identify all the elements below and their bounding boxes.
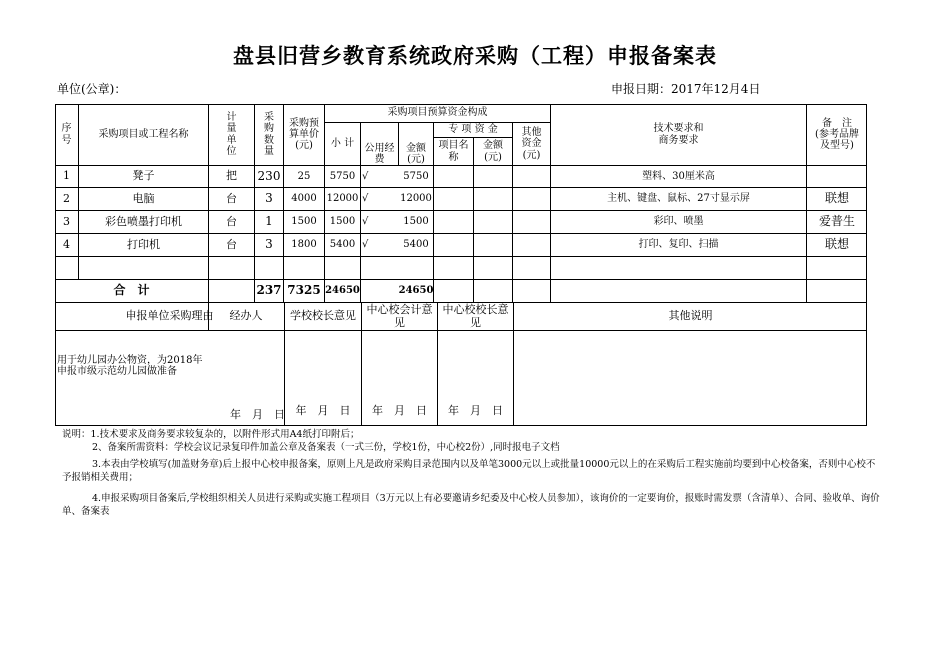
- row-unit: 台: [226, 214, 237, 228]
- row-quantity: 3: [265, 191, 273, 206]
- form-notes: [62, 428, 882, 518]
- note-item: 说明：1.技术要求及商务要求较复杂的，以附件形式用A4纸打印附后；: [62, 429, 360, 440]
- note-item: 3.本表由学校填写(加盖财务章)后上报中心校申报备案，原则上凡是政府采购目录范围内以及单笔3000元以上或批量10000元以上的在采购后工程实施前均要到中心校备案，否则中心校不予报销相关费用；: [62, 459, 876, 483]
- header-other-funds: 其他 资金 (元): [521, 127, 542, 161]
- row-amount: 5750: [403, 170, 429, 182]
- header-item-name: 采购项目或工程名称: [98, 128, 189, 140]
- note-item: 2、备案所需资料：学校会议记录复印件加盖公章及备案表（一式三份，学校1份，中心校2份）,同时报电子文档: [92, 442, 560, 453]
- handler-label: 经办人: [229, 309, 263, 323]
- header-project-name: 项目名 称: [438, 140, 469, 163]
- row-seq: 4: [63, 237, 70, 251]
- row-subtotal: 5400: [329, 239, 356, 251]
- row-unit-price: 25: [297, 170, 311, 182]
- unit-seal-label: 单位(公章)：: [57, 82, 127, 96]
- header-quantity: 采 购 数 量: [264, 112, 274, 157]
- header-remarks: 备 注 (参考品牌 及型号): [815, 117, 859, 152]
- row-remark: [807, 166, 867, 187]
- note-item: 4.申报采购项目备案后,学校组织相关人员进行采购或实施工程项目（3万元以上有必要邀请乡纪委及中心校人员参加），该询价的一定要询价，报账时需发票（含清单）、合同、验收单、询价单、备案表: [62, 493, 880, 517]
- total-label: 合 计: [113, 283, 150, 298]
- total-amount: 24650: [399, 285, 433, 297]
- row-item-name: 彩色喷墨打印机: [105, 214, 182, 228]
- header-public-amount: 金额 (元): [406, 142, 426, 165]
- row-unit: 台: [226, 237, 237, 251]
- row-public-check: √: [362, 170, 369, 182]
- header-seq: 序 号: [61, 123, 72, 146]
- header-public-funds: 公用经 费: [364, 142, 395, 165]
- header-special-funds: 专 项 资 金: [448, 124, 498, 136]
- row-tech-requirements: 塑料、30厘米高: [642, 170, 715, 182]
- header-unit: 计 量 单 位: [226, 112, 237, 157]
- row-unit: 把: [226, 169, 237, 183]
- header-budget-group: 采购项目预算资金构成: [387, 107, 488, 119]
- purchase-reason-text: 用于幼儿园办公物资，为2018年申报市级示范幼儿园做准备: [57, 354, 203, 377]
- other-notes-label: 其他说明: [668, 309, 713, 323]
- total-quantity: 237: [256, 283, 282, 298]
- header-tech-requirements: 技术要求和 商务要求: [653, 123, 704, 146]
- row-seq: 2: [63, 191, 70, 205]
- row-public-check: √: [362, 193, 369, 205]
- row-public-check: √: [362, 216, 369, 228]
- row-tech-requirements: 主机、键盘、鼠标、27寸显示屏: [607, 193, 750, 205]
- row-subtotal: 5750: [329, 170, 356, 182]
- row-amount: 1500: [403, 216, 429, 228]
- row-subtotal: 1500: [329, 216, 356, 228]
- header-special-amount: 金额 (元): [483, 140, 503, 163]
- row-seq: 3: [63, 214, 70, 228]
- row-quantity: 3: [265, 237, 273, 252]
- center-accountant-date: 年 月 日: [372, 403, 427, 417]
- principal-date: 年 月 日: [295, 403, 351, 417]
- center-principal-opinion-label: 中心校校长意见: [442, 303, 509, 329]
- center-accountant-opinion-label: 中心校会计意见: [366, 303, 433, 329]
- row-public-check: √: [362, 239, 369, 251]
- row-remark: 爱普生: [818, 214, 855, 229]
- row-unit-price: 4000: [291, 193, 317, 205]
- principal-opinion-label: 学校校长意见: [290, 309, 356, 323]
- row-unit-price: 1500: [291, 216, 317, 228]
- header-unit-price: 采购预 算单价 (元): [289, 117, 319, 152]
- row-quantity: 230: [257, 168, 281, 183]
- form-title: 盘县旧营乡教育系统政府采购（工程）申报备案表: [233, 43, 717, 68]
- row-amount: 12000: [400, 193, 432, 205]
- row-quantity: 1: [265, 214, 273, 229]
- row-item-name: 电脑: [132, 191, 155, 205]
- row-tech-requirements: 彩印、喷墨: [653, 216, 704, 228]
- row-remark: 联想: [824, 191, 849, 206]
- report-date: 申报日期：2017年12月4日: [611, 82, 761, 96]
- center-principal-date: 年 月 日: [448, 403, 503, 417]
- row-unit-price: 1800: [291, 239, 317, 251]
- total-subtotal: 24650: [325, 285, 360, 297]
- filing-table: [55, 104, 867, 426]
- row-item-name: 打印机: [127, 237, 160, 251]
- header-subtotal: 小 计: [330, 138, 355, 150]
- row-tech-requirements: 打印、复印、扫描: [638, 239, 719, 251]
- row-seq: 1: [63, 169, 70, 183]
- handler-date: 年 月 日: [230, 407, 285, 421]
- reason-label: 申报单位采购理由: [125, 309, 214, 323]
- row-amount: 5400: [403, 239, 429, 251]
- total-unit-price: 7325: [287, 283, 321, 298]
- row-unit: 台: [226, 191, 237, 205]
- row-subtotal: 12000: [326, 193, 359, 205]
- row-remark: 联想: [824, 237, 849, 252]
- row-item-name: 凳子: [132, 169, 155, 183]
